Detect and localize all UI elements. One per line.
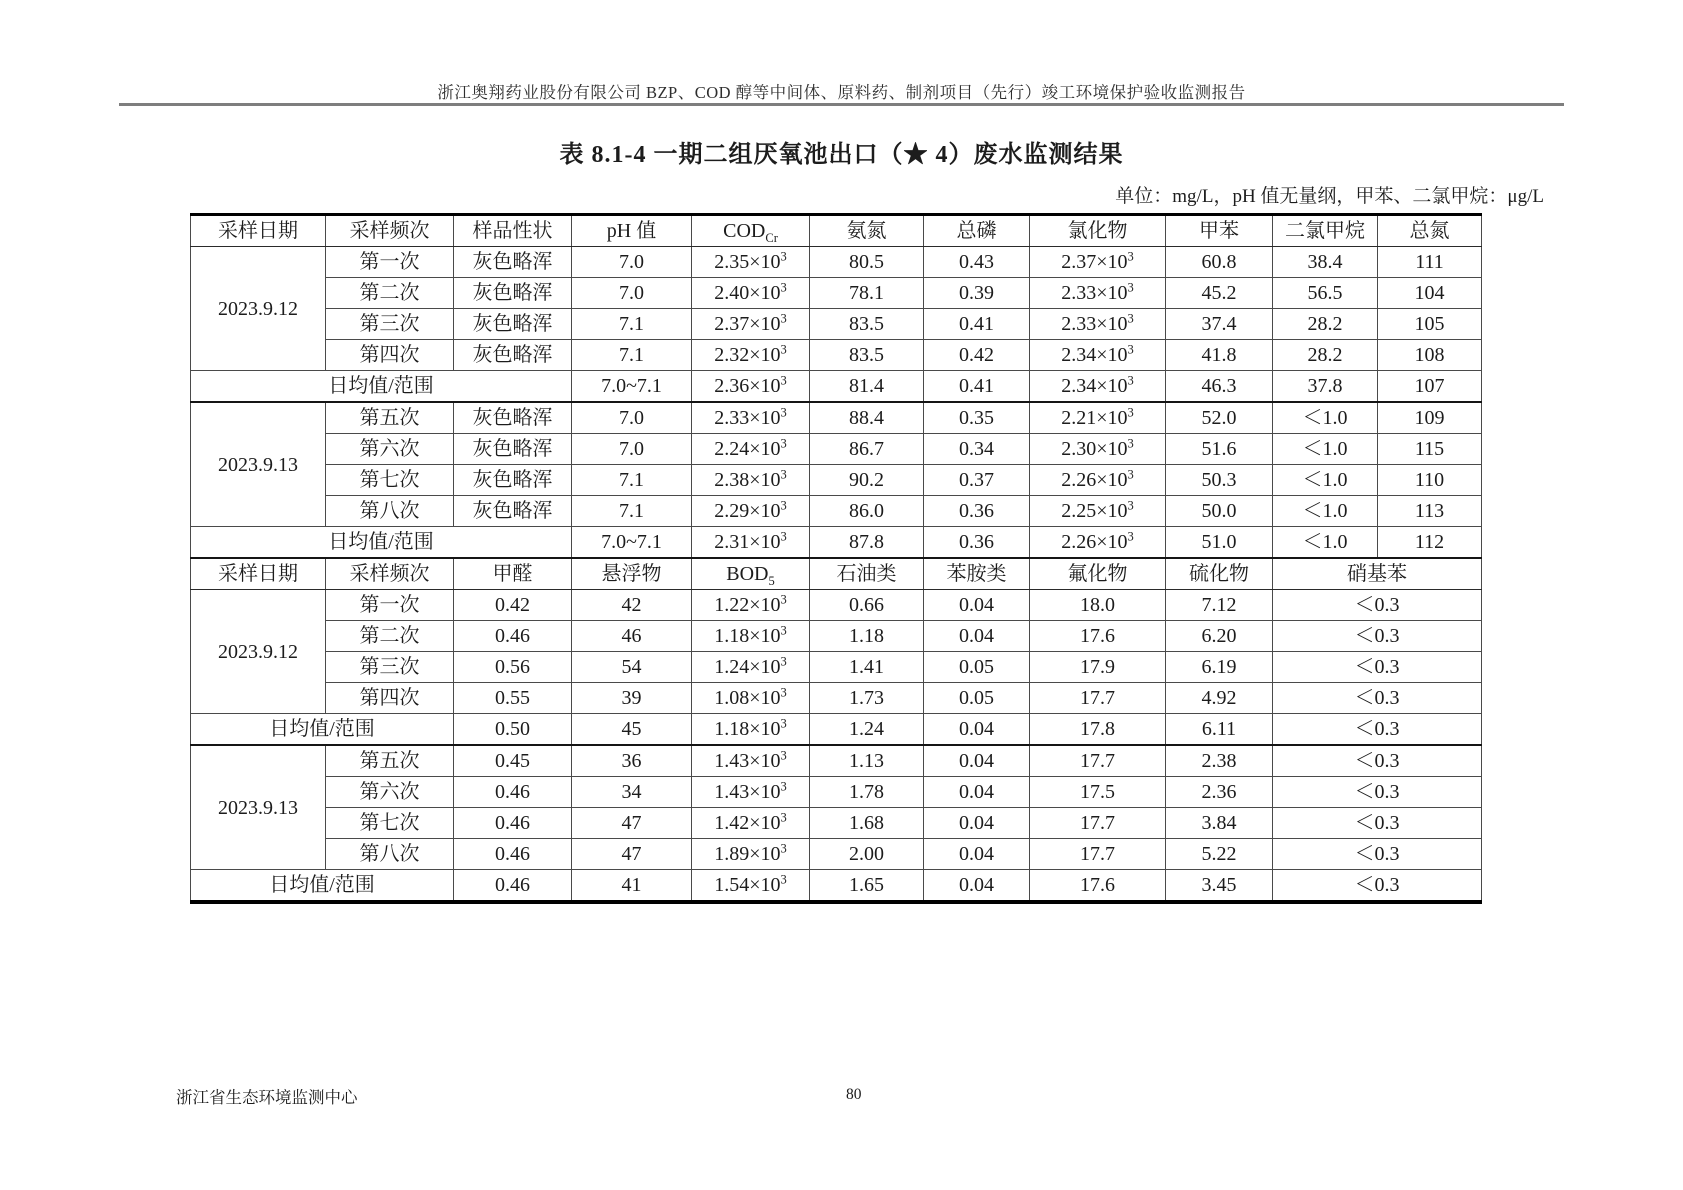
value-cell: 0.46 <box>454 777 572 808</box>
daily-average-value-cell: 107 <box>1378 371 1482 403</box>
value-cell: 105 <box>1378 309 1482 340</box>
value-cell: 108 <box>1378 340 1482 371</box>
value-cell: $1.24\times 10^3$ <box>692 652 810 683</box>
value-cell: 0.43 <box>924 247 1030 278</box>
value-cell: ＜1.0 <box>1273 496 1378 527</box>
value-cell: 1.18 <box>810 621 924 652</box>
daily-average-value-cell: 51.0 <box>1166 527 1273 559</box>
daily-average-value-cell: ＜0.3 <box>1273 870 1482 903</box>
value-cell: 2.38 <box>1166 745 1273 777</box>
table-row <box>191 621 1482 652</box>
value-cell: ＜1.0 <box>1273 465 1378 496</box>
value-cell: 0.04 <box>924 839 1030 870</box>
value-cell: 47 <box>572 808 692 839</box>
value-cell: 0.42 <box>924 340 1030 371</box>
value-cell: 17.6 <box>1030 621 1166 652</box>
value-cell: 17.5 <box>1030 777 1166 808</box>
frequency-cell: 第六次 <box>326 434 454 465</box>
footer-organization: 浙江省生态环境监测中心 <box>176 1088 358 1107</box>
daily-average-value-cell: 0.04 <box>924 870 1030 903</box>
sample-date-cell: 2023.9.12 <box>191 247 326 371</box>
value-cell: $2.37\times 10^3$ <box>692 309 810 340</box>
frequency-cell: 第五次 <box>326 402 454 434</box>
value-cell: 0.37 <box>924 465 1030 496</box>
value-cell: 0.34 <box>924 434 1030 465</box>
column-header: 硝基苯 <box>1273 558 1482 590</box>
value-cell: 5.22 <box>1166 839 1273 870</box>
value-cell: 113 <box>1378 496 1482 527</box>
value-cell: 0.35 <box>924 402 1030 434</box>
value-cell: 83.5 <box>810 340 924 371</box>
column-header: $BOD_5$ <box>692 558 810 590</box>
value-cell: 80.5 <box>810 247 924 278</box>
column-header: 采样频次 <box>326 558 454 590</box>
value-cell: 50.0 <box>1166 496 1273 527</box>
value-cell: 0.39 <box>924 278 1030 309</box>
column-header: $COD_{Cr}$ <box>692 215 810 247</box>
daily-average-value-cell: $2.31\times 10^3$ <box>692 527 810 559</box>
value-cell: 18.0 <box>1030 590 1166 621</box>
value-cell: $2.21\times 10^3$ <box>1030 402 1166 434</box>
frequency-cell: 第二次 <box>326 278 454 309</box>
value-cell: $2.33\times 10^3$ <box>1030 309 1166 340</box>
value-cell: 17.7 <box>1030 745 1166 777</box>
value-cell: 54 <box>572 652 692 683</box>
value-cell: 50.3 <box>1166 465 1273 496</box>
frequency-cell: 第一次 <box>326 247 454 278</box>
column-header: 采样频次 <box>326 215 454 247</box>
value-cell: 38.4 <box>1273 247 1378 278</box>
value-cell: 7.0 <box>572 434 692 465</box>
value-cell: $2.25\times 10^3$ <box>1030 496 1166 527</box>
sample-date-cell: 2023.9.13 <box>191 402 326 527</box>
column-header: 采样日期 <box>191 215 326 247</box>
value-cell: $1.18\times 10^3$ <box>692 621 810 652</box>
value-cell: 104 <box>1378 278 1482 309</box>
value-cell: 1.78 <box>810 777 924 808</box>
daily-average-value-cell: 81.4 <box>810 371 924 403</box>
daily-average-value-cell: 37.8 <box>1273 371 1378 403</box>
value-cell: 1.41 <box>810 652 924 683</box>
daily-average-value-cell: $2.26\times 10^3$ <box>1030 527 1166 559</box>
column-header: 悬浮物 <box>572 558 692 590</box>
value-cell: 1.13 <box>810 745 924 777</box>
value-cell: 0.42 <box>454 590 572 621</box>
value-cell: 45.2 <box>1166 278 1273 309</box>
daily-average-value-cell: 0.36 <box>924 527 1030 559</box>
value-cell: ＜0.3 <box>1273 808 1482 839</box>
monitoring-table <box>190 213 1482 904</box>
value-cell: 0.36 <box>924 496 1030 527</box>
table-row <box>191 745 1482 777</box>
frequency-cell: 第七次 <box>326 465 454 496</box>
table-row <box>191 434 1482 465</box>
table-row <box>191 402 1482 434</box>
value-cell: 86.0 <box>810 496 924 527</box>
value-cell: 灰色略浑 <box>454 278 572 309</box>
daily-average-value-cell: 87.8 <box>810 527 924 559</box>
sample-date-cell: 2023.9.13 <box>191 745 326 870</box>
value-cell: 0.04 <box>924 808 1030 839</box>
value-cell: 42 <box>572 590 692 621</box>
value-cell: 灰色略浑 <box>454 309 572 340</box>
value-cell: 灰色略浑 <box>454 402 572 434</box>
value-cell: 1.73 <box>810 683 924 714</box>
value-cell: 7.1 <box>572 465 692 496</box>
value-cell: 7.0 <box>572 402 692 434</box>
value-cell: 3.84 <box>1166 808 1273 839</box>
value-cell: ＜0.3 <box>1273 745 1482 777</box>
value-cell: 7.0 <box>572 278 692 309</box>
column-header: 苯胺类 <box>924 558 1030 590</box>
value-cell: 109 <box>1378 402 1482 434</box>
value-cell: 46 <box>572 621 692 652</box>
frequency-cell: 第六次 <box>326 777 454 808</box>
value-cell: 0.66 <box>810 590 924 621</box>
table-row <box>191 496 1482 527</box>
frequency-cell: 第一次 <box>326 590 454 621</box>
daily-average-label: 日均值/范围 <box>191 714 454 746</box>
value-cell: ＜0.3 <box>1273 777 1482 808</box>
unit-note: 单位：mg/L，pH 值无量纲，甲苯、二氯甲烷：μg/L <box>1115 186 1544 207</box>
value-cell: $2.33\times 10^3$ <box>1030 278 1166 309</box>
value-cell: 36 <box>572 745 692 777</box>
value-cell: 0.46 <box>454 839 572 870</box>
column-header: 石油类 <box>810 558 924 590</box>
value-cell: 52.0 <box>1166 402 1273 434</box>
value-cell: 86.7 <box>810 434 924 465</box>
value-cell: 0.46 <box>454 621 572 652</box>
daily-average-label: 日均值/范围 <box>191 870 454 903</box>
value-cell: 2.36 <box>1166 777 1273 808</box>
daily-average-value-cell: 0.04 <box>924 714 1030 746</box>
value-cell: $2.38\times 10^3$ <box>692 465 810 496</box>
value-cell: $2.37\times 10^3$ <box>1030 247 1166 278</box>
daily-average-value-cell: 1.24 <box>810 714 924 746</box>
daily-average-value-cell: 1.65 <box>810 870 924 903</box>
value-cell: 0.45 <box>454 745 572 777</box>
frequency-cell: 第二次 <box>326 621 454 652</box>
value-cell: 37.4 <box>1166 309 1273 340</box>
value-cell: 90.2 <box>810 465 924 496</box>
value-cell: 2.00 <box>810 839 924 870</box>
column-header: 甲醛 <box>454 558 572 590</box>
value-cell: 灰色略浑 <box>454 340 572 371</box>
table-row <box>191 309 1482 340</box>
daily-average-label: 日均值/范围 <box>191 527 572 559</box>
value-cell: $1.22\times 10^3$ <box>692 590 810 621</box>
daily-average-value-cell: 7.0~7.1 <box>572 371 692 403</box>
value-cell: ＜1.0 <box>1273 402 1378 434</box>
header-rule <box>119 103 1564 106</box>
daily-average-value-cell: $1.18\times 10^3$ <box>692 714 810 746</box>
sample-date-cell: 2023.9.12 <box>191 590 326 714</box>
value-cell: 0.04 <box>924 777 1030 808</box>
value-cell: 0.41 <box>924 309 1030 340</box>
daily-average-value-cell: ＜0.3 <box>1273 714 1482 746</box>
value-cell: 28.2 <box>1273 340 1378 371</box>
value-cell: $1.43\times 10^3$ <box>692 745 810 777</box>
daily-average-value-cell: $1.54\times 10^3$ <box>692 870 810 903</box>
value-cell: 111 <box>1378 247 1482 278</box>
value-cell: $1.08\times 10^3$ <box>692 683 810 714</box>
value-cell: 1.68 <box>810 808 924 839</box>
frequency-cell: 第七次 <box>326 808 454 839</box>
table-title: 表 8.1-4 一期二组厌氧池出口（★ 4）废水监测结果 <box>559 142 1124 168</box>
value-cell: $2.32\times 10^3$ <box>692 340 810 371</box>
daily-average-value-cell: $2.34\times 10^3$ <box>1030 371 1166 403</box>
value-cell: 78.1 <box>810 278 924 309</box>
column-header: 二氯甲烷 <box>1273 215 1378 247</box>
frequency-cell: 第三次 <box>326 652 454 683</box>
daily-average-value-cell: 17.8 <box>1030 714 1166 746</box>
daily-average-value-cell: 0.41 <box>924 371 1030 403</box>
daily-average-label: 日均值/范围 <box>191 371 572 403</box>
value-cell: $2.35\times 10^3$ <box>692 247 810 278</box>
value-cell: 灰色略浑 <box>454 247 572 278</box>
column-header: 总氮 <box>1378 215 1482 247</box>
value-cell: 0.04 <box>924 621 1030 652</box>
daily-average-value-cell: 45 <box>572 714 692 746</box>
value-cell: 0.04 <box>924 745 1030 777</box>
daily-average-value-cell: 0.50 <box>454 714 572 746</box>
value-cell: 0.55 <box>454 683 572 714</box>
value-cell: $1.42\times 10^3$ <box>692 808 810 839</box>
value-cell: 60.8 <box>1166 247 1273 278</box>
table-row <box>191 340 1482 371</box>
value-cell: 41.8 <box>1166 340 1273 371</box>
value-cell: $2.24\times 10^3$ <box>692 434 810 465</box>
frequency-cell: 第五次 <box>326 745 454 777</box>
daily-average-value-cell: 7.0~7.1 <box>572 527 692 559</box>
value-cell: 0.05 <box>924 652 1030 683</box>
value-cell: 0.05 <box>924 683 1030 714</box>
value-cell: $1.89\times 10^3$ <box>692 839 810 870</box>
daily-average-value-cell: 112 <box>1378 527 1482 559</box>
frequency-cell: 第四次 <box>326 340 454 371</box>
frequency-cell: 第八次 <box>326 496 454 527</box>
daily-average-value-cell: 6.11 <box>1166 714 1273 746</box>
daily-average-row <box>191 714 1482 746</box>
value-cell: 灰色略浑 <box>454 496 572 527</box>
value-cell: 110 <box>1378 465 1482 496</box>
table-row <box>191 247 1482 278</box>
column-header: 甲苯 <box>1166 215 1273 247</box>
value-cell: 4.92 <box>1166 683 1273 714</box>
daily-average-value-cell: 0.46 <box>454 870 572 903</box>
value-cell: 0.04 <box>924 590 1030 621</box>
table-row <box>191 839 1482 870</box>
table-row <box>191 590 1482 621</box>
frequency-cell: 第八次 <box>326 839 454 870</box>
value-cell: 17.7 <box>1030 683 1166 714</box>
value-cell: ＜0.3 <box>1273 621 1482 652</box>
column-header: 氨氮 <box>810 215 924 247</box>
column-header: 总磷 <box>924 215 1030 247</box>
value-cell: $1.43\times 10^3$ <box>692 777 810 808</box>
value-cell: 7.12 <box>1166 590 1273 621</box>
value-cell: ＜0.3 <box>1273 683 1482 714</box>
value-cell: 115 <box>1378 434 1482 465</box>
value-cell: $2.26\times 10^3$ <box>1030 465 1166 496</box>
value-cell: $2.40\times 10^3$ <box>692 278 810 309</box>
value-cell: 7.0 <box>572 247 692 278</box>
value-cell: 51.6 <box>1166 434 1273 465</box>
frequency-cell: 第三次 <box>326 309 454 340</box>
page-number: 80 <box>846 1086 862 1103</box>
value-cell: 6.20 <box>1166 621 1273 652</box>
value-cell: 7.1 <box>572 340 692 371</box>
value-cell: ＜1.0 <box>1273 434 1378 465</box>
value-cell: 28.2 <box>1273 309 1378 340</box>
column-header: 硫化物 <box>1166 558 1273 590</box>
running-header: 浙江奥翔药业股份有限公司 BZP、COD 醇等中间体、原料药、制剂项目（先行）竣工环境保护验收监测报告 <box>437 83 1246 102</box>
value-cell: 56.5 <box>1273 278 1378 309</box>
daily-average-row <box>191 527 1482 559</box>
value-cell: 88.4 <box>810 402 924 434</box>
column-header: pH 值 <box>572 215 692 247</box>
daily-average-value-cell: 17.6 <box>1030 870 1166 903</box>
value-cell: 34 <box>572 777 692 808</box>
value-cell: 灰色略浑 <box>454 465 572 496</box>
daily-average-value-cell: $2.36\times 10^3$ <box>692 371 810 403</box>
value-cell: 0.56 <box>454 652 572 683</box>
table-row <box>191 808 1482 839</box>
column-header: 样品性状 <box>454 215 572 247</box>
value-cell: ＜0.3 <box>1273 652 1482 683</box>
table-row <box>191 683 1482 714</box>
value-cell: ＜0.3 <box>1273 590 1482 621</box>
value-cell: $2.30\times 10^3$ <box>1030 434 1166 465</box>
value-cell: 39 <box>572 683 692 714</box>
value-cell: 47 <box>572 839 692 870</box>
column-header: 氯化物 <box>1030 215 1166 247</box>
value-cell: 17.7 <box>1030 839 1166 870</box>
value-cell: 17.7 <box>1030 808 1166 839</box>
value-cell: 6.19 <box>1166 652 1273 683</box>
value-cell: $2.33\times 10^3$ <box>692 402 810 434</box>
table-row <box>191 777 1482 808</box>
value-cell: $2.34\times 10^3$ <box>1030 340 1166 371</box>
frequency-cell: 第四次 <box>326 683 454 714</box>
daily-average-row <box>191 371 1482 403</box>
column-header: 采样日期 <box>191 558 326 590</box>
value-cell: ＜0.3 <box>1273 839 1482 870</box>
monitoring-table-wrapper <box>190 213 1482 904</box>
value-cell: 7.1 <box>572 496 692 527</box>
value-cell: $2.29\times 10^3$ <box>692 496 810 527</box>
daily-average-value-cell: 41 <box>572 870 692 903</box>
daily-average-value-cell: 3.45 <box>1166 870 1273 903</box>
table-row <box>191 652 1482 683</box>
value-cell: 0.46 <box>454 808 572 839</box>
value-cell: 17.9 <box>1030 652 1166 683</box>
daily-average-value-cell: 46.3 <box>1166 371 1273 403</box>
column-header: 氟化物 <box>1030 558 1166 590</box>
table-row <box>191 465 1482 496</box>
value-cell: 灰色略浑 <box>454 434 572 465</box>
daily-average-value-cell: ＜1.0 <box>1273 527 1378 559</box>
table-row <box>191 278 1482 309</box>
value-cell: 7.1 <box>572 309 692 340</box>
value-cell: 83.5 <box>810 309 924 340</box>
daily-average-row <box>191 870 1482 903</box>
